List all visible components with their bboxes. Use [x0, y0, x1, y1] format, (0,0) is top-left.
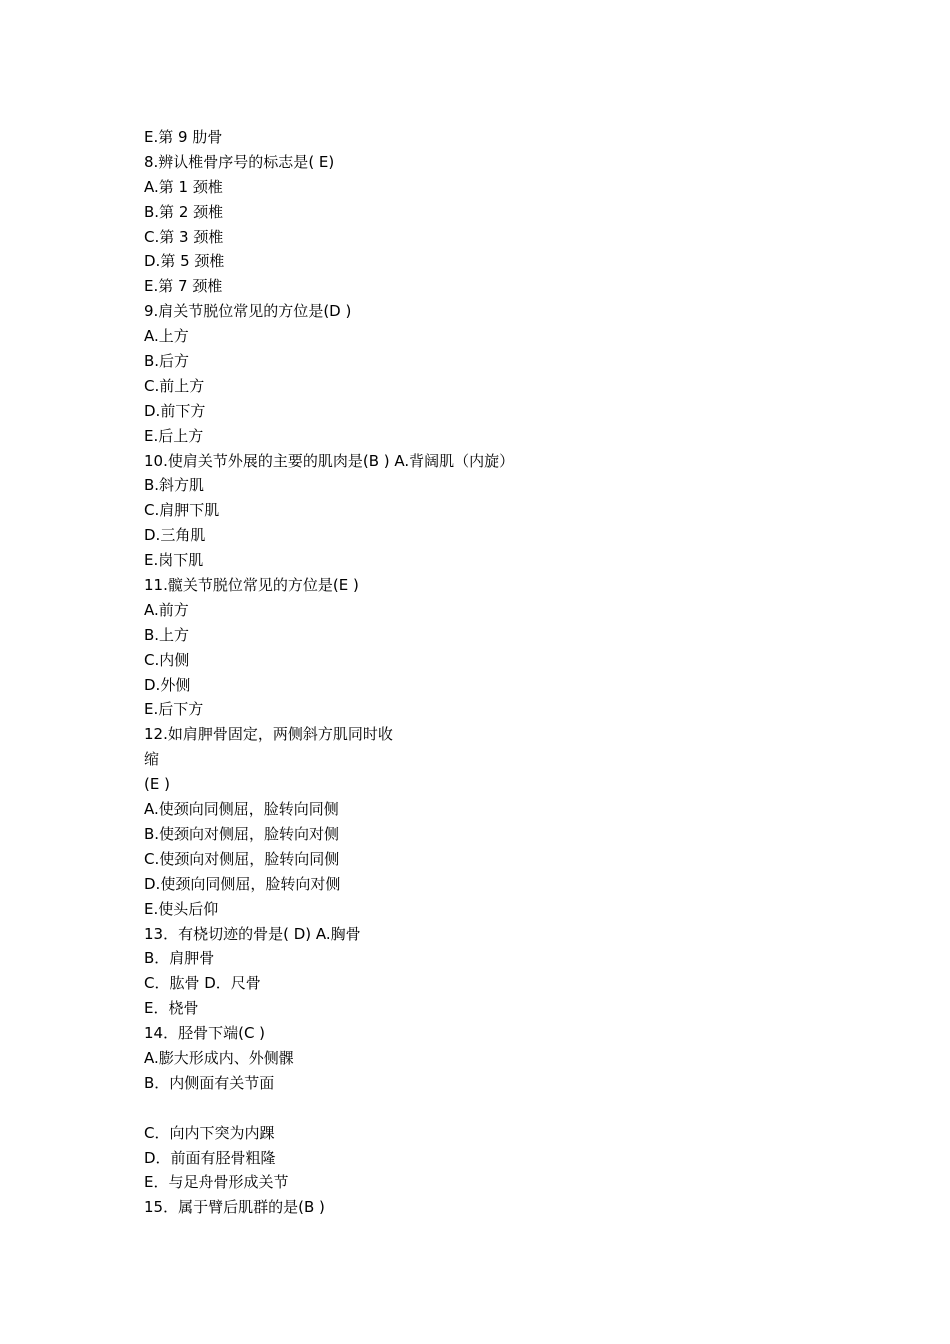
- option-line: B.斜方肌: [144, 476, 205, 495]
- option-line: B.上方: [144, 625, 190, 644]
- option-line: A.使颈向同侧屈，脸转向同侧: [144, 800, 339, 819]
- option-line: C.使颈向对侧屈，脸转向同侧: [144, 849, 340, 868]
- question-line: 12.如肩胛骨固定，两侧斜方肌同时收: [144, 725, 393, 744]
- option-line: D.外侧: [144, 675, 191, 694]
- option-line: A.上方: [144, 327, 189, 346]
- option-line: C.内侧: [144, 650, 190, 669]
- question-line: 9.肩关节脱位常见的方位是(D ): [144, 302, 352, 321]
- option-line: C.前上方: [144, 376, 205, 395]
- question-line: 缩: [144, 750, 160, 769]
- option-line: B.后方: [144, 352, 190, 371]
- option-line: D.前下方: [144, 401, 206, 420]
- blank-line: [144, 1096, 844, 1121]
- option-line: E.岗下肌: [144, 551, 204, 570]
- option-line: C．向内下突为内踝: [144, 1123, 275, 1142]
- option-line: C．肱骨 D．尺骨: [144, 974, 261, 993]
- question-line: 10.使肩关节外展的主要的肌肉是(B ) A.背阔肌（内旋）: [144, 451, 515, 470]
- option-line: C.肩胛下肌: [144, 501, 220, 520]
- option-line: B.第 2 颈椎: [144, 202, 224, 221]
- question-line: 13．有桡切迹的骨是( D) A.胸骨: [144, 924, 361, 943]
- option-line: D.三角肌: [144, 526, 206, 545]
- answer-line: (E ): [144, 775, 170, 794]
- question-line: 11.髋关节脱位常见的方位是(E ): [144, 576, 359, 595]
- option-line: C.第 3 颈椎: [144, 227, 224, 246]
- option-line: D.使颈向同侧屈，脸转向对侧: [144, 874, 341, 893]
- option-line: E．桡骨: [144, 999, 199, 1018]
- option-line: B．肩胛骨: [144, 949, 215, 968]
- question-line: 14．胫骨下端(C ): [144, 1024, 266, 1043]
- option-line: D．前面有胫骨粗隆: [144, 1148, 276, 1167]
- option-line: E．与足舟骨形成关节: [144, 1173, 289, 1192]
- option-line: E.第 7 颈椎: [144, 277, 223, 296]
- option-line: E.后下方: [144, 700, 204, 719]
- question-line: 15．属于臂后肌群的是(B ): [144, 1198, 325, 1217]
- option-line: B.使颈向对侧屈，脸转向对侧: [144, 824, 340, 843]
- option-line: E.后上方: [144, 426, 204, 445]
- option-line: B．内侧面有关节面: [144, 1073, 275, 1092]
- option-line: E.使头后仰: [144, 899, 219, 918]
- option-line: D.第 5 颈椎: [144, 252, 225, 271]
- question-line: 8.辨认椎骨序号的标志是( E): [144, 152, 335, 171]
- option-line: E.第 9 肋骨: [144, 128, 223, 146]
- option-line: A.第 1 颈椎: [144, 177, 223, 196]
- option-line: A.前方: [144, 600, 189, 619]
- option-line: A.膨大形成内、外侧髁: [144, 1048, 294, 1067]
- document-text: [144, 125, 844, 1220]
